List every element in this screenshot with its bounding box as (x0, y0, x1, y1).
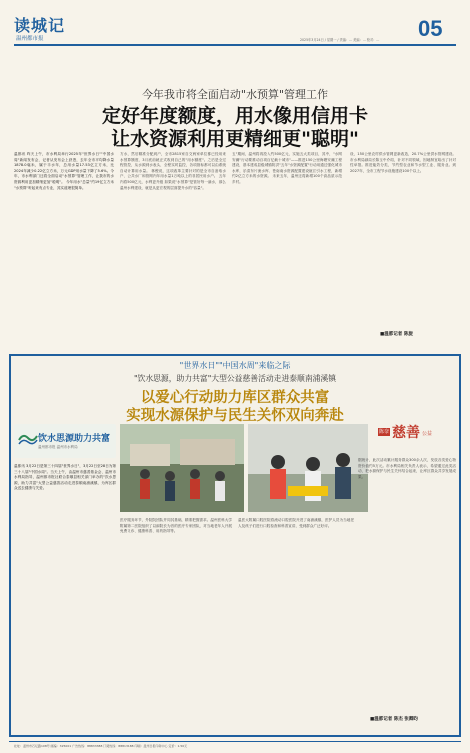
wave-logo-icon (18, 430, 38, 446)
article2-subkicker: "饮水思源，助力共富"大型公益慈善活动走进泰顺南浦溪镇 (133, 374, 337, 383)
event-photo-2-image (248, 424, 368, 512)
article1-body-col4: 设，150公里农村供水管网更新改造，20.7%公里供水管网建设。 市水利局副局长陈玉中介绍，针对不同领域，因地制宜给出了针对性举措。推进能效分类，节约型农业和节水型工业、服务业。到2027年，全市工程节水设施建设100个以上。 (350, 152, 456, 173)
article2-headline-2: 实现水源保护与民生关怀双向奔赴 (126, 407, 344, 424)
event-photo-2 (248, 424, 368, 512)
charity-logo-sub: 温州都市报 温州市水利局 (38, 445, 78, 449)
article2-body-col4: 据统计，此次活动累计服务群众300余人次，发放各类爱心物资价值约5万元。市水利局相关负责人表示，希望通过此类活动，把水源保护与民生关怀结合起来，让库区群众共享发展成果。 (358, 458, 456, 479)
article2-headline-1: 以爱心行动助力库区群众共富 (140, 389, 330, 406)
article1-headline-2: 让水资源利用更精细更"聪明" (111, 128, 359, 150)
article2-byline: ■温都记者 陈杰 张卿昀 (370, 717, 418, 722)
page-number: 05 (418, 16, 443, 41)
article2-body-col1: 温都讯 3月22日是第三十四届"世界水日"，3月22日至28日为第三十八届"中国水周"。当天上午，由温州市慈善基金会、温州市水利局指导，温州都市报社联合泰顺县相关部门举办的"饮水思源，助力共富"大型公益慈善活动走进泰顺南浦溪镇，为库区群众送去健康与关爱。 (14, 464, 116, 491)
footer-rule (9, 741, 461, 742)
masthead-rule (14, 44, 456, 46)
charity-logo-text: 饮水思源助力共富 (38, 434, 111, 444)
stamp-label: 陈奈 (378, 429, 389, 435)
section-subtitle: 温州都市报 (16, 36, 44, 42)
stamp-sub: 公益 (422, 431, 433, 437)
section-title: 读城记 (14, 16, 66, 35)
article1-body-col1: 温都讯 昨天上午，市水利局举行2025年"世界水日""中国水周"新闻发布会，记者从发布会上获悉，去年全市平均降水量1878.0毫米，属于丰水年，总用水量17.53亿立方米，比2024年减少0.22亿立方米，万元GDP用水量下降了5.6%。今年，市水利部门还将全面启动"水预算"管理工作，让我市的水资源利用更加精细更加"聪明"。 今年用水"总量"约19亿立方米 "水预算"听起来有点专业，其实道理很简单。 (14, 152, 114, 190)
article2-body-col3: 温医大附属口腔医院将流动口腔医院开进了南浦溪镇，医护人员为当地老人及孩子们进行口腔检查和科普宣讲，受到群众广泛好评。 (238, 518, 354, 528)
article1-byline: ■温都记者 陈旋 (380, 332, 413, 337)
charity-stamp (378, 420, 436, 450)
article1-kicker: 今年我市将全面启动"水预算"管理工作 (141, 88, 329, 101)
stamp-main: 慈善 (392, 425, 420, 441)
page-meta: 2025年3月24日 / 星期一 / 责编：... 美编：... 校对：... (300, 38, 380, 42)
footer-text: 社址：温州市石坛路108号 邮编：325001 广告热线：88833388 订阅热线：88813188 印刷：温州日报印务中心 定价：1.50元 (14, 744, 188, 748)
event-photo-1-image (120, 424, 244, 512)
charity-logo (14, 424, 116, 458)
article2-body-col2: 医疗服务环节，外院院团队并同其基础，精准把握需求。温州医科大学附属第二医院组织了以副院长为首的医疗专家团队，对当地老年人开展免费义诊、健康科普、用药指导等。 (120, 518, 232, 534)
article1-headline-1: 定好年度额度，用水像用信用卡 (101, 105, 368, 127)
article2-kicker: "世界水日""中国水周"来临之际 (179, 361, 291, 370)
article1-body-col2: 方水，然后精准分配到户，全市2815家自交两家单位都已经用来水预算额度，3月底前就正式收到自己的"用水额度"。之后是全过程管控，从水源到水表头，全程实时监控，各项指标都可以由系统自动计算用水量。 林俊说，这项改革主要针对的是全市自备取水户、公共水厂和管网内年用水量1万吨以上的非居民用水户。 五年内将500亿元，水利更升级 如果说"水预算"是管好每一滴水，那么温州水利建设，就是从更宏观的层面提升水的"容量"。 (120, 152, 226, 190)
event-photo-1 (120, 424, 244, 512)
article1-body-col3: 五"期间，温州将再投入约500亿元，实施五大类项目，其中，"水网安澜"行动要推动百项百亿截十城市"——推进150公里海塘安澜工程建设，基本建成县级城镇防洪"五年"水资源配置"行动用通过强化城市水库，乐清东片流水库、苍南南水资源配置建设瓯江引水工程，新增约2亿立方米的水资源。 未来五年，温州还将新增100个高品质示范乡村。 (232, 152, 342, 184)
